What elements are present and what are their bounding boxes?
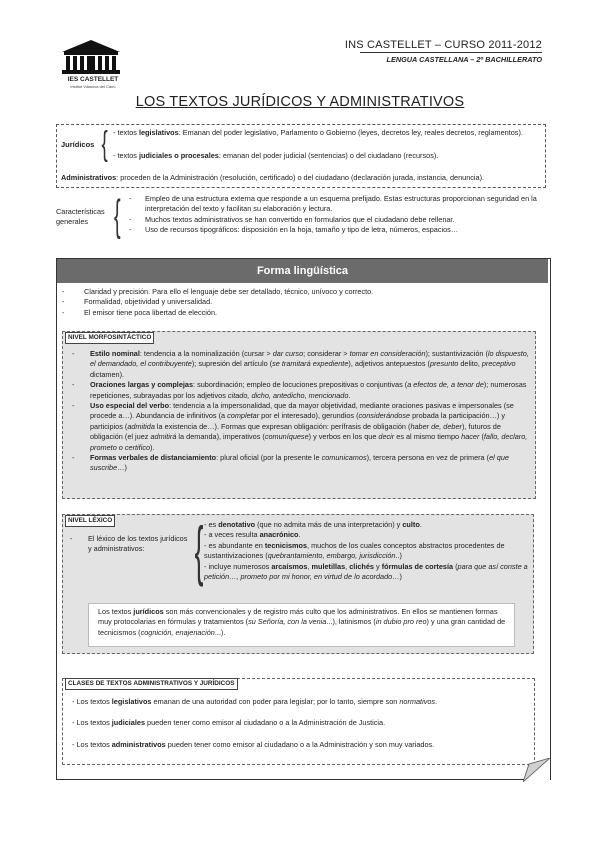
forma-list <box>62 287 542 318</box>
clases-list <box>72 697 530 761</box>
caracteristicas-list <box>127 194 545 236</box>
building-icon <box>58 38 124 76</box>
logo-subcaption: Institut Vilanova del Camí <box>70 84 116 89</box>
list-item: - es abundante en tecnicismos, muchos de los cuales conceptos abstractos procedentes de sustantivizaciones (quebrantamiento, embargo, jurisdicción..) <box>204 540 505 561</box>
page-curl-icon <box>523 758 550 782</box>
list-item: - Estilo nominal: tendencia a la nominalización (cursar > dar curso; considerar > tomar en consideración); sustantivización (lo dispuesto, el demandado, el contribuyente); supresión del artículo (se tramitará expediente), adjetivos antepuestos (presunto delito, preceptivo dictamen). <box>72 349 529 379</box>
juridicos-label: Jurídicos <box>61 140 95 149</box>
brace-icon: { <box>101 125 108 163</box>
list-item: - a veces resulta anacrónico. <box>204 530 301 540</box>
forma-linguistica-heading: Forma lingüística <box>57 259 548 283</box>
header-divider <box>360 52 542 53</box>
morfosintactico-tag: NIVEL MORFOSINTÁCTICO <box>65 332 154 344</box>
list-item: - Los textos administrativos pueden tener como emisor al ciudadano o a la Administración y son muy variados. <box>72 739 435 749</box>
list-item: - El emisor tiene poca libertad de elección. <box>62 307 218 317</box>
lexico-tag: NIVEL LÉXICO <box>65 515 115 527</box>
administrativos-definition: Administrativos: proceden de la Administración (resolución, certificado) o del ciudadano (declaración jurada, instancia, denuncia). <box>61 173 485 182</box>
list-item: - Claridad y precisión. Para ello el lenguaje debe ser detallado, técnico, unívoco y correcto. <box>62 287 374 296</box>
logo-caption: IES CASTELLET <box>67 76 119 83</box>
juridicos-item-judiciales: - textos judiciales o procesales: emanan del poder judicial (sentencias) o del ciudadano (recursos). <box>113 151 439 160</box>
brace-icon: { <box>194 513 204 587</box>
list-item: - Uso de recursos tipográficos: disposición en la hoja, tamaño y tipo de letra, números, espacios… <box>129 225 459 235</box>
list-item: - Uso especial del verbo: tendencia a la impersonalidad, que da mayor objetividad, mediante oraciones pasivas e impersonales (se procede a…). Abundancia de infinitivos (a completar por el interesado), gerundios (considerándose probada la participación…) y participios (admitida la existencia de…). Formas que expresan obligación: perífrasis de obligación (haber de, deber), futuros de obligación (el juez admitirá la demanda), imperativos (comuníquese) y verbos en los que decir es al mismo tiempo hacer (fallo, declaro, prometo o certifico). <box>72 401 528 452</box>
juridicos-item-legislativos: - textos legislativos: Emanan del poder legislativo, Parlamento o Gobierno (leyes, decretos ley, reales decretos, reglamentos). <box>113 128 523 137</box>
list-item: - Formalidad, objetividad y universalidad. <box>62 297 213 307</box>
list-item: - Los textos legislativos emanan de una autoridad con poder para legislar; por lo tanto, siempre son normativos. <box>72 697 438 706</box>
list-item: - incluye numerosos arcaísmos, muletillas, clichés y fórmulas de cortesía (para que así conste a petición…, prometo por mi honor, en virtud de lo acordado…) <box>204 561 528 582</box>
list-item: - Los textos judiciales pueden tener como emisor al ciudadano o a la Administración de Justicia. <box>72 718 386 728</box>
list-item: - Oraciones largas y complejas: subordinación; empleo de locuciones prepositivas o conjuntivas (a efectos de, a tenor de); numerosas repeticiones, subrayadas por los adjetivos citado, dicho, antedicho, mencionado. <box>72 380 527 400</box>
page-title: LOS TEXTOS JURÍDICOS Y ADMINISTRATIVOS <box>135 94 465 110</box>
list-item: - Muchos textos administrativos se han convertido en formularios que el ciudadano debe rellenar. <box>129 214 455 224</box>
morfosintactico-list <box>72 349 534 474</box>
school-course-line: INS CASTELLET – CURSO 2011-2012 <box>344 39 542 51</box>
subject-line: LENGUA CASTELLANA – 2º BACHILLERATO <box>386 55 542 64</box>
lexico-intro: - El léxico de los textos jurídicos y administrativos: <box>70 534 188 554</box>
caracteristicas-label: Características generales <box>56 207 105 227</box>
list-item: - Empleo de una estructura externa que responde a un esquema prefijado. Estas estructuras proporcionan seguridad en la interpretación del texto y facilitan su elaboración y lectura. <box>129 194 537 214</box>
school-logo <box>58 38 124 98</box>
list-item: - Formas verbales de distanciamiento: plural oficial (por la presente le comunicamos), tercera persona en vez de primera (el que suscribe…) <box>72 453 509 473</box>
list-item: - es denotativo (que no admita más de una interpretación) y culto. <box>204 520 422 529</box>
juridicos-note-text: Los textos jurídicos son más convencionales y de registro más culto que los administrativos. En ellos se mantienen formas muy protocolarias en fórmulas y tratamientos (su Señoría, con la venia...), latinismos (in dubio pro reo) y una gran cantidad de tecnicismos (cognición, enajenación...). <box>98 607 506 637</box>
brace-icon: { <box>114 191 121 240</box>
clases-tag: CLASES DE TEXTOS ADMINISTRATIVOS Y JURÍDICOS <box>65 678 238 690</box>
lexico-features <box>202 520 528 582</box>
